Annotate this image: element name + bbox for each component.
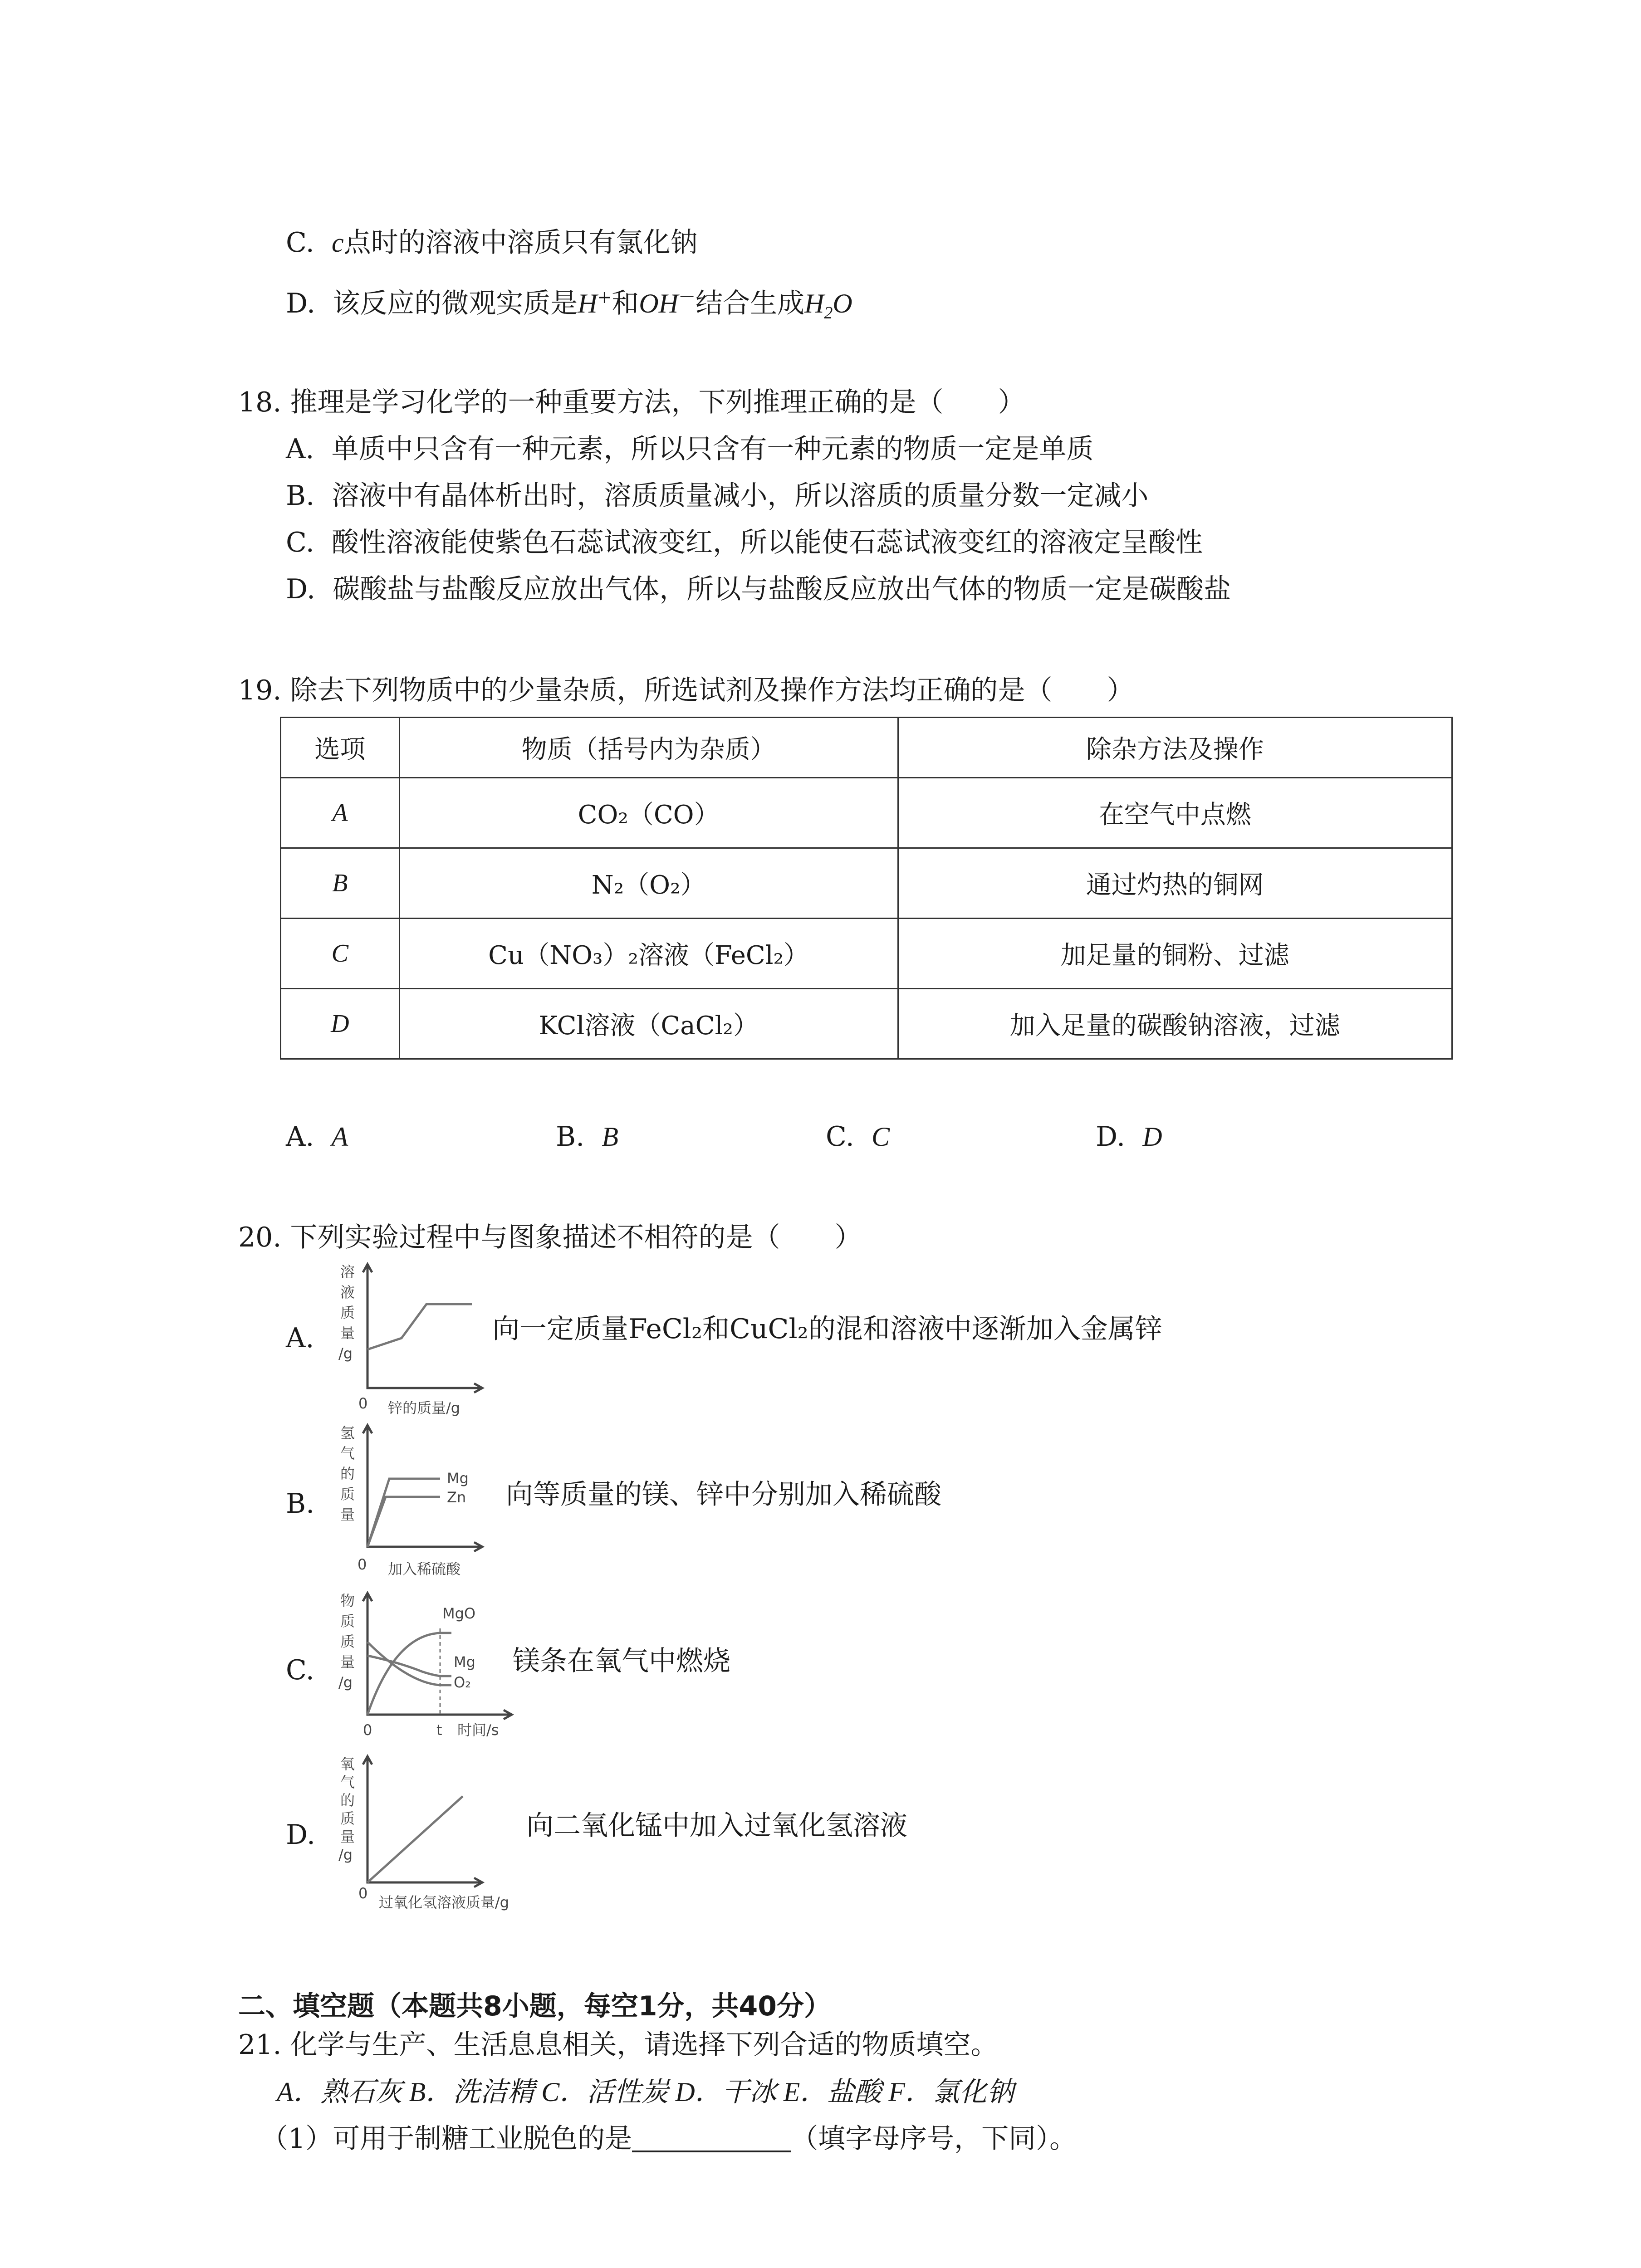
svg-text:0: 0 (363, 1721, 372, 1739)
q20-option-a-desc: 向一定质量FeCl₂和CuCl₂的混和溶液中逐渐加入金属锌 (492, 1313, 1162, 1345)
table-row: C Cu（NO₃）₂溶液（FeCl₂） 加足量的铜粉、过滤 (281, 919, 1452, 989)
axes (367, 1266, 481, 1388)
q20-option-b-desc: 向等质量的镁、锌中分别加入稀硫酸 (506, 1479, 941, 1510)
q21-choices: A．熟石灰 B．洗洁精 C．活性炭 D．干冰 E．盐酸 F．氯化钠 (277, 2077, 1014, 2107)
svg-text:的: 的 (340, 1465, 355, 1482)
curve-mg (367, 1479, 440, 1547)
y-label-char: /g (338, 1345, 353, 1362)
q20-option-c-desc: 镁条在氧气中燃烧 (513, 1645, 730, 1677)
y-label-char: 液 (340, 1284, 355, 1301)
curve-mg (367, 1642, 451, 1685)
origin-label: 0 (358, 1395, 368, 1412)
svg-text:物: 物 (340, 1592, 355, 1609)
svg-text:质: 质 (340, 1486, 355, 1503)
svg-text:0: 0 (358, 1556, 367, 1573)
q20-option-c-label: C. (286, 1654, 314, 1686)
q18-option-c: C. 酸性溶液能使紫色石蕊试液变红，所以能使石蕊试液变红的溶液定呈酸性 (286, 527, 1203, 558)
curve-o2 (367, 1656, 451, 1676)
section-title: 二、填空题（本题共8小题，每空1分，共40分） (238, 1990, 831, 2022)
axes (367, 1758, 481, 1882)
svg-text:/g: /g (338, 1846, 353, 1863)
axes (367, 1594, 510, 1715)
q21-sub1: （1）可用于制糖工业脱色的是 （填字母序号，下同）。 (261, 2123, 1077, 2155)
svg-text:质: 质 (340, 1633, 355, 1650)
x-axis-label: 过氧化氢溶液质量/g (379, 1894, 509, 1911)
svg-text:氢: 氢 (340, 1424, 355, 1442)
q19-answer-b: B. B (556, 1121, 618, 1153)
q20-option-b-label: B. (286, 1488, 315, 1520)
svg-text:量: 量 (340, 1828, 355, 1845)
svg-text:质: 质 (340, 1810, 355, 1827)
x-axis-label: 加入稀硫酸 (388, 1560, 461, 1578)
svg-text:的: 的 (340, 1792, 355, 1809)
q19-answer-a: A. A (286, 1121, 348, 1153)
line-oxygen-mass (367, 1796, 463, 1882)
q20-stem: 20. 下列实验过程中与图象描述不相符的是（ ） (238, 1222, 862, 1253)
curve-mgo (367, 1633, 451, 1715)
series-label-mg: Mg (447, 1470, 469, 1487)
svg-text:质: 质 (340, 1613, 355, 1630)
y-label-char: 溶 (340, 1263, 355, 1281)
curve-zn (367, 1497, 440, 1547)
q19-table (280, 717, 1453, 1060)
q19-stem: 19. 除去下列物质中的少量杂质，所选试剂及操作方法均正确的是（ ） (238, 675, 1134, 706)
series-label-mgo: MgO (442, 1605, 476, 1622)
answer-blank[interactable] (632, 2127, 791, 2152)
q18-option-d: D. 碳酸盐与盐酸反应放出气体，所以与盐酸反应放出气体的物质一定是碳酸盐 (286, 573, 1231, 605)
q20-option-a-label: A. (286, 1322, 314, 1354)
q17-option-d: D. 该反应的微观实质是H+和OH－结合生成$H_2O$ (286, 287, 852, 323)
svg-text:量: 量 (340, 1653, 355, 1671)
q20-graph-c (331, 1588, 522, 1751)
x-axis-label: 锌的质量/g (388, 1399, 460, 1417)
svg-text:气: 气 (340, 1445, 355, 1462)
q20-option-d-desc: 向二氧化锰中加入过氧化氢溶液 (526, 1810, 907, 1842)
y-label-char: 量 (340, 1325, 355, 1342)
q20-option-d-label: D. (286, 1819, 316, 1851)
table-row: B N₂（O₂） 通过灼热的铜网 (281, 848, 1452, 919)
series-label-o2: O₂ (454, 1674, 471, 1691)
table-row: A CO₂（CO） 在空气中点燃 (281, 778, 1452, 848)
q18-option-b: B. 溶液中有晶体析出时，溶质质量减小，所以溶质的质量分数一定减小 (286, 480, 1149, 512)
q18-option-a: A. 单质中只含有一种元素，所以只含有一种元素的物质一定是单质 (286, 433, 1094, 465)
q20-graph-a (331, 1259, 485, 1424)
table-header-row: 选项 物质（括号内为杂质） 除杂方法及操作 (281, 718, 1452, 778)
series-label-zn: Zn (447, 1489, 466, 1506)
q19-answer-d: D. D (1096, 1121, 1162, 1153)
svg-text:/g: /g (338, 1674, 353, 1691)
table-row: D KCl溶液（CaCl₂） 加入足量的碳酸钠溶液，过滤 (281, 989, 1452, 1059)
y-label-char: 质 (340, 1304, 355, 1321)
x-axis-label: 时间/s (457, 1721, 499, 1739)
svg-text:氧: 氧 (340, 1755, 355, 1773)
q20-graph-b (331, 1420, 508, 1583)
svg-text:0: 0 (358, 1885, 368, 1902)
q17-option-c: C. c点时的溶液中溶质只有氯化钠 (286, 227, 698, 259)
svg-text:气: 气 (340, 1774, 355, 1791)
q19-answer-c: C. C (826, 1121, 890, 1153)
q21-stem: 21. 化学与生产、生活息息相关，请选择下列合适的物质填空。 (238, 2029, 998, 2061)
q20-graph-d (331, 1751, 544, 1916)
svg-text:量: 量 (340, 1506, 355, 1523)
curve-solution-mass (367, 1304, 472, 1349)
q18-stem: 18. 推理是学习化学的一种重要方法，下列推理正确的是（ ） (238, 386, 1025, 418)
series-label-mg: Mg (454, 1653, 475, 1671)
t-mark: t (436, 1721, 442, 1739)
